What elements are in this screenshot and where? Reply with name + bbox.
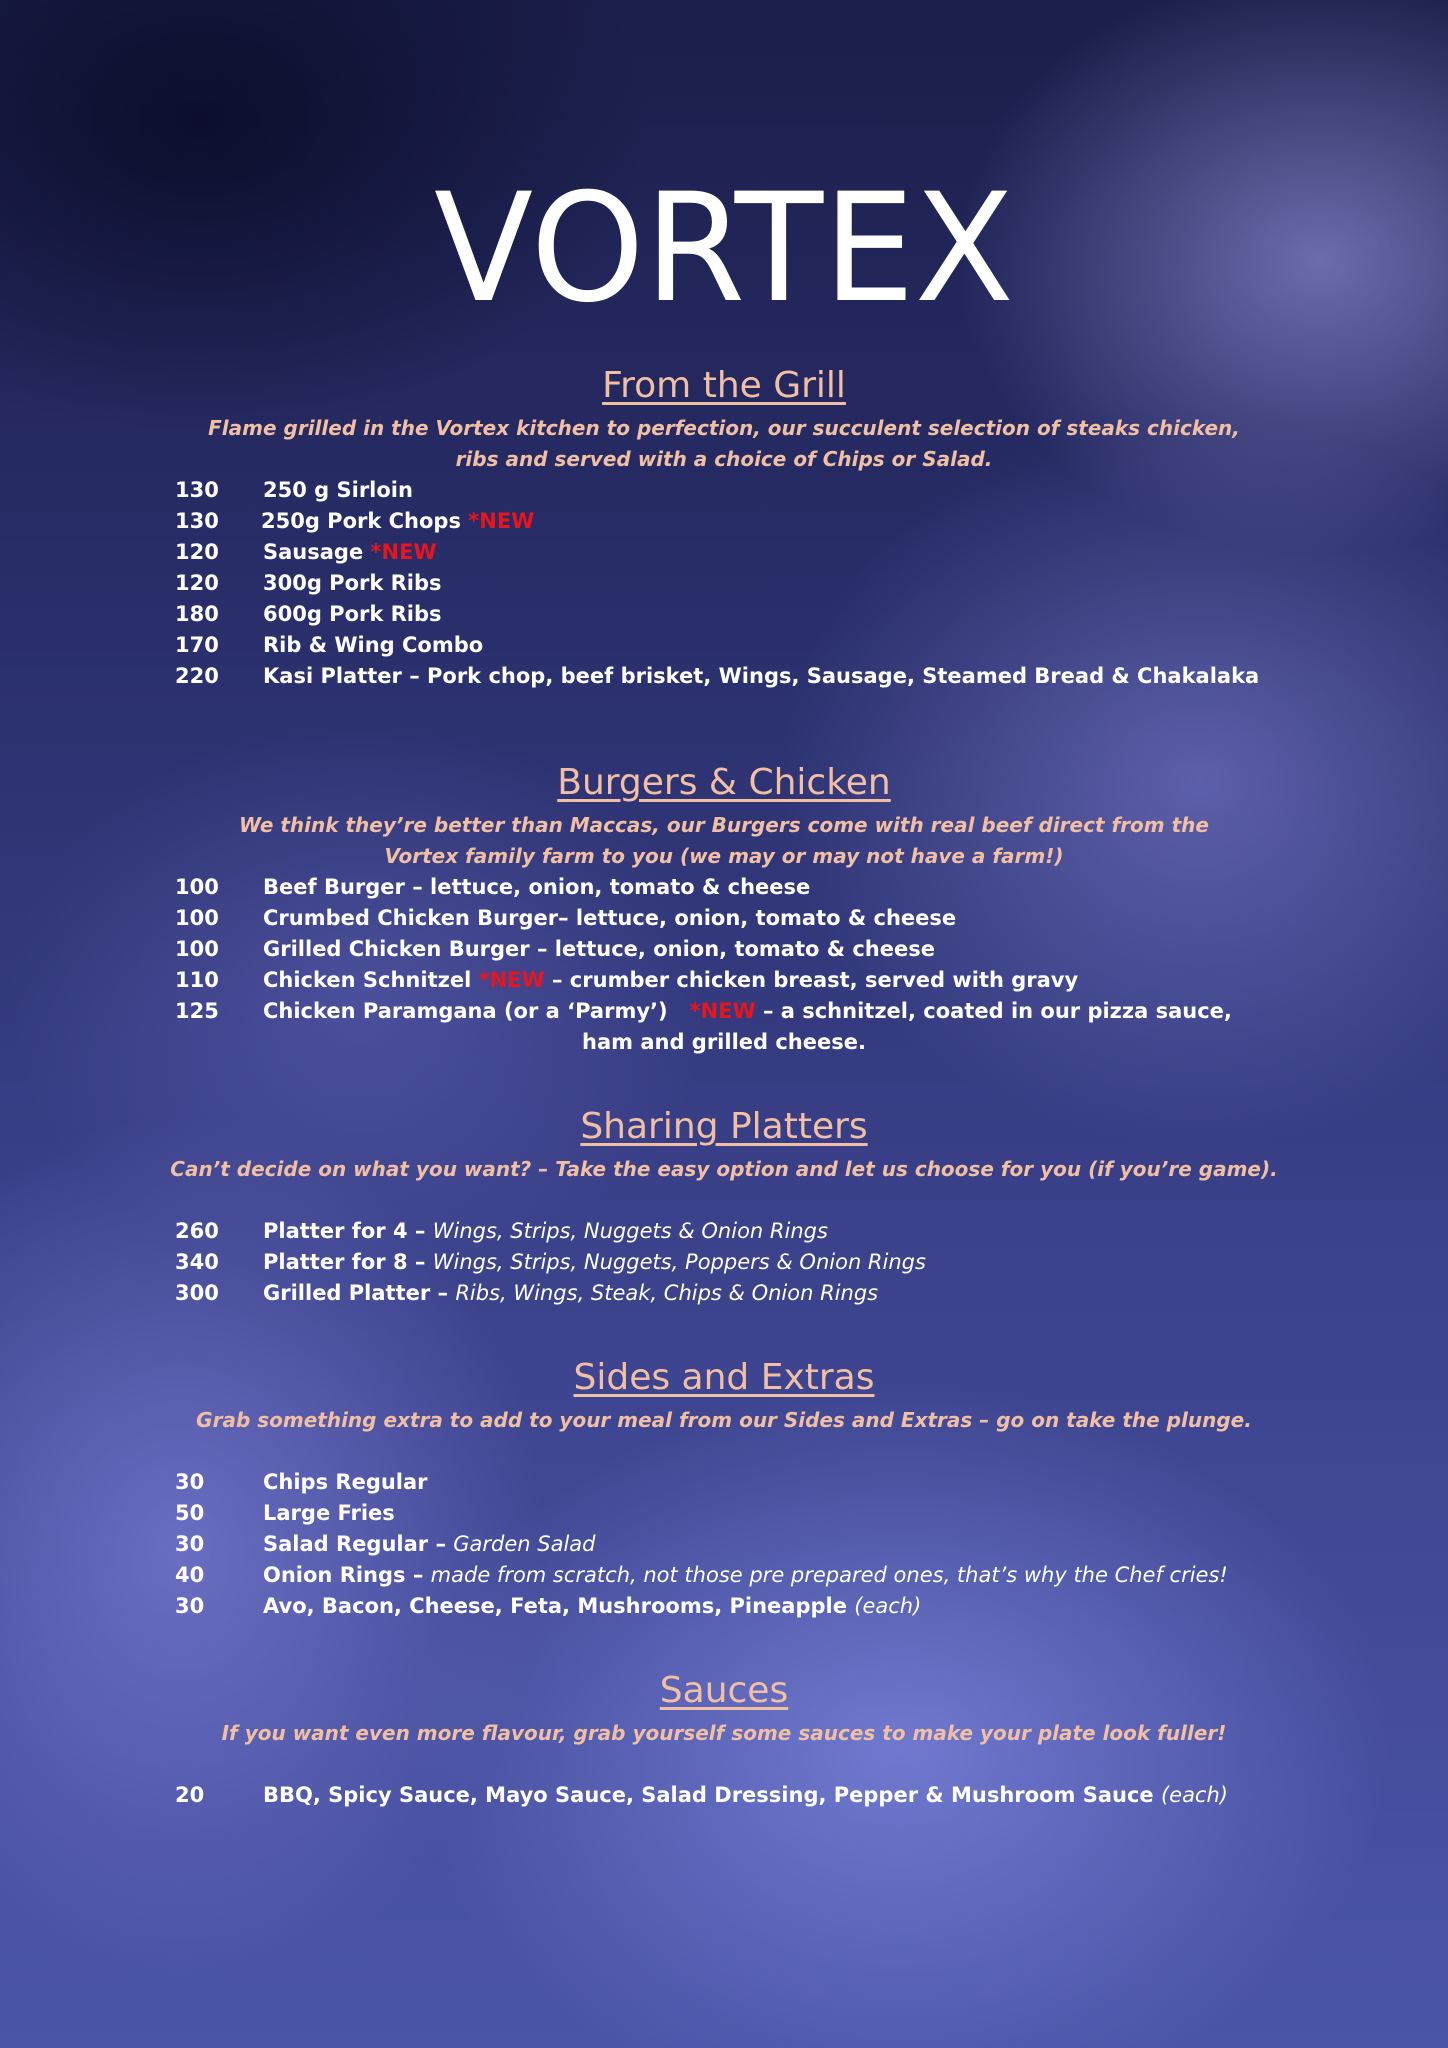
- section-title-sides: Sides and Extras: [573, 1357, 875, 1398]
- section-desc-sauces: If you want even more flavour, grab yourself some sauces to make your plate look fuller!: [221, 1721, 1227, 1745]
- item-name: Platter for 8 –: [263, 1250, 426, 1274]
- section-desc-burgers-2: Vortex family farm to you (we may or may not have a farm!): [384, 844, 1064, 868]
- item-detail: Wings, Strips, Nuggets, Poppers & Onion Rings: [432, 1250, 926, 1274]
- item-description-continued: ham and grilled cheese.: [582, 1030, 866, 1054]
- new-tag: *NEW: [468, 509, 535, 533]
- item-description: – a schnitzel, coated in our pizza sauce,: [762, 999, 1232, 1023]
- item-detail: Garden Salad: [453, 1532, 596, 1556]
- section-desc-platters: Can’t decide on what you want? – Take the easy option and let us choose for you (if you’re game).: [170, 1157, 1278, 1181]
- item-price: 300: [175, 1281, 219, 1305]
- item-name: Platter for 4 –: [263, 1219, 426, 1243]
- item-name-line: [261, 506, 534, 537]
- item-name-line: [263, 1278, 878, 1309]
- item-detail: Wings, Strips, Nuggets & Onion Rings: [432, 1219, 828, 1243]
- item-price: 30: [175, 1532, 205, 1556]
- section-desc-burgers-1: We think they’re better than Maccas, our Burgers come with real beef direct from the: [239, 813, 1209, 837]
- section-desc-grill-1: Flame grilled in the Vortex kitchen to perfection, our succulent selection of steaks chicken,: [208, 416, 1240, 440]
- vortex-logo-mark: [424, 182, 1024, 312]
- item-detail: (each): [1160, 1783, 1228, 1807]
- logo-text: VORTEX: [434, 182, 1014, 312]
- item-name-line: [263, 1529, 596, 1560]
- item-name-line: [263, 537, 437, 568]
- item-price: 260: [175, 1219, 219, 1243]
- item-name: Chips Regular: [263, 1470, 428, 1494]
- item-price: 50: [175, 1501, 205, 1525]
- item-price: 120: [175, 540, 219, 564]
- item-name-line: [263, 1591, 921, 1622]
- item-name: Sausage: [263, 540, 364, 564]
- item-price: 170: [175, 633, 219, 657]
- item-price: 130: [175, 478, 219, 502]
- item-price: 100: [175, 906, 219, 930]
- new-tag: *NEW: [689, 999, 756, 1023]
- item-price: 100: [175, 937, 219, 961]
- item-name-line: [263, 1216, 828, 1247]
- item-price: 30: [175, 1470, 205, 1494]
- item-name: BBQ, Spicy Sauce, Mayo Sauce, Salad Dressing, Pepper & Mushroom Sauce: [263, 1783, 1154, 1807]
- item-name-line: [263, 1560, 1228, 1591]
- item-name-line: [263, 996, 1232, 1027]
- item-name: 300g Pork Ribs: [263, 571, 442, 595]
- item-price: 125: [175, 999, 219, 1023]
- item-name: Crumbed Chicken Burger– lettuce, onion, tomato & cheese: [263, 906, 957, 930]
- item-price: 130: [175, 509, 219, 533]
- item-name: Onion Rings –: [263, 1563, 424, 1587]
- item-name: Beef Burger – lettuce, onion, tomato & cheese: [263, 875, 811, 899]
- item-price: 100: [175, 875, 219, 899]
- item-name: Large Fries: [263, 1501, 395, 1525]
- section-title-grill: From the Grill: [602, 365, 846, 406]
- item-price: 40: [175, 1563, 205, 1587]
- item-name: Avo, Bacon, Cheese, Feta, Mushrooms, Pineapple: [263, 1594, 847, 1618]
- item-price: 120: [175, 571, 219, 595]
- new-tag: *NEW: [370, 540, 437, 564]
- new-tag: *NEW: [478, 968, 545, 992]
- item-name: Salad Regular –: [263, 1532, 446, 1556]
- item-name-line: [263, 965, 1078, 996]
- item-name: Grilled Chicken Burger – lettuce, onion, tomato & cheese: [263, 937, 935, 961]
- item-detail: Ribs, Wings, Steak, Chips & Onion Rings: [455, 1281, 879, 1305]
- section-title-burgers: Burgers & Chicken: [557, 762, 891, 803]
- item-name-line: [263, 1780, 1228, 1811]
- item-price: 340: [175, 1250, 219, 1274]
- item-description: – crumber chicken breast, served with gravy: [552, 968, 1079, 992]
- item-name: 250 g Sirloin: [263, 478, 413, 502]
- item-price: 110: [175, 968, 219, 992]
- item-detail: made from scratch, not those pre prepared ones, that’s why the Chef cries!: [430, 1563, 1228, 1587]
- item-name: Grilled Platter –: [263, 1281, 449, 1305]
- section-desc-grill-2: ribs and served with a choice of Chips or Salad.: [455, 447, 993, 471]
- item-price: 30: [175, 1594, 205, 1618]
- item-price: 220: [175, 664, 219, 688]
- section-title-sauces: Sauces: [659, 1670, 789, 1711]
- item-name-line: [263, 1247, 926, 1278]
- item-name: Chicken Schnitzel: [263, 968, 472, 992]
- item-name: Rib & Wing Combo: [263, 633, 484, 657]
- item-name: Kasi Platter – Pork chop, beef brisket, Wings, Sausage, Steamed Bread & Chakalaka: [263, 664, 1260, 688]
- section-title-platters: Sharing Platters: [580, 1106, 868, 1147]
- section-desc-sides: Grab something extra to add to your meal from our Sides and Extras – go on take the plunge.: [196, 1408, 1252, 1432]
- item-price: 180: [175, 602, 219, 626]
- vortex-logo: [0, 182, 1448, 312]
- item-name: 250g Pork Chops: [261, 509, 461, 533]
- item-name: Chicken Paramgana (or a ‘Parmy’): [263, 999, 668, 1023]
- item-detail: (each): [854, 1594, 922, 1618]
- item-price: 20: [175, 1783, 205, 1807]
- item-name: 600g Pork Ribs: [263, 602, 442, 626]
